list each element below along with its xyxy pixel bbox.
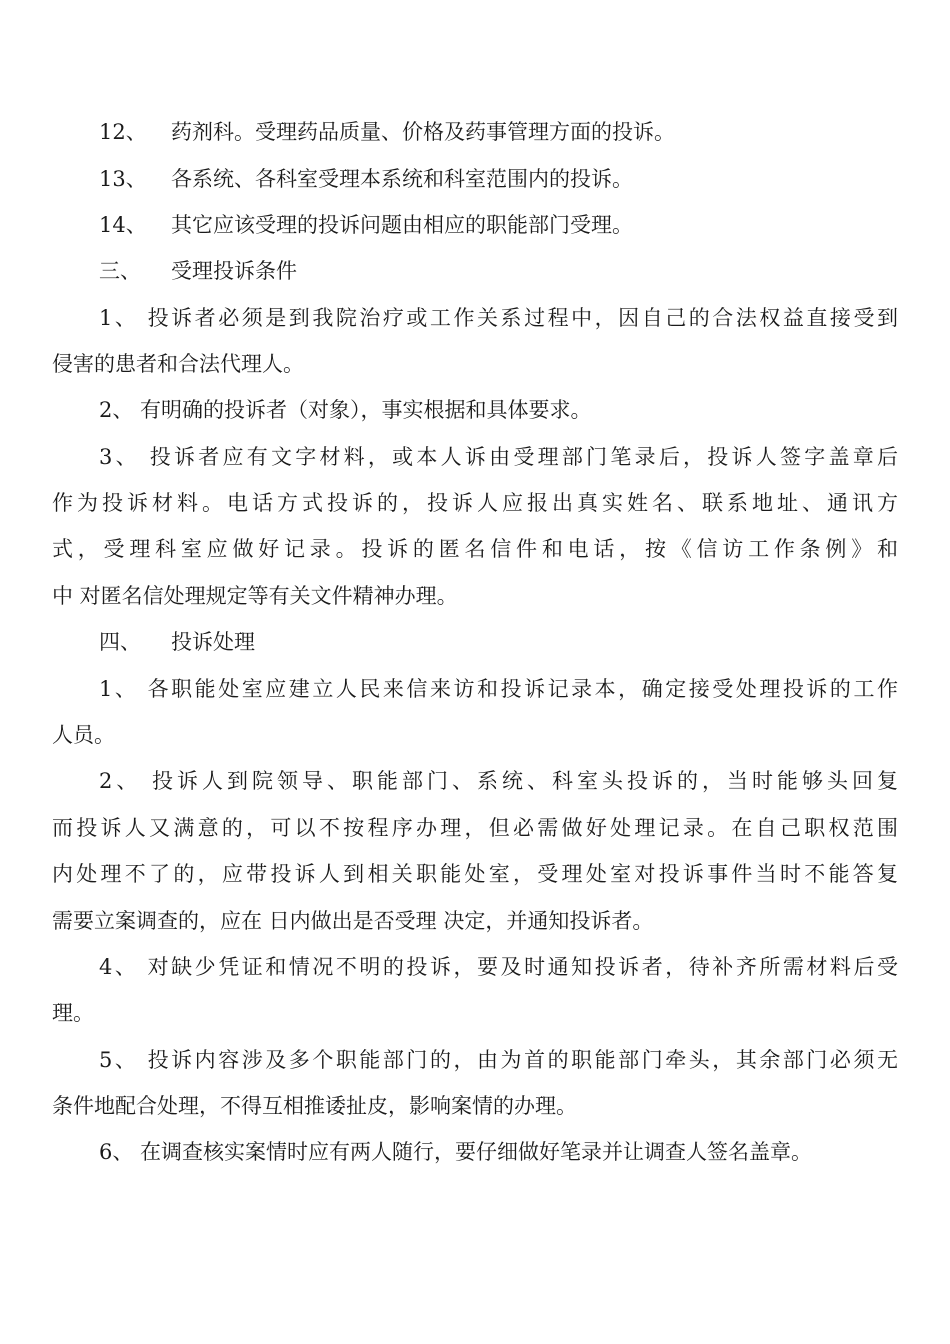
list-item-13 bbox=[99, 164, 633, 194]
item-text: 其它应该受理的投诉问题由相应的职能部门受理。 bbox=[171, 213, 633, 237]
paragraph-line: 3、 投诉者应有文字材料，或本人诉由受理部门笔录后，投诉人签字盖章后 bbox=[99, 445, 898, 469]
paragraph-line: 条件地配合处理，不得互相推诿扯皮，影响案情的办理。 bbox=[52, 1094, 577, 1118]
item-text: 药剂科。受理药品质量、价格及药事管理方面的投诉。 bbox=[171, 120, 675, 144]
item-number: 13、 bbox=[99, 167, 147, 191]
item-number: 12、 bbox=[99, 120, 147, 144]
paragraph-line: 需要立案调查的，应在 日内做出是否受理 决定，并通知投诉者。 bbox=[52, 909, 654, 933]
paragraph-line: 1、 各职能处室应建立人民来信来访和投诉记录本，确定接受处理投诉的工作 bbox=[99, 677, 898, 701]
paragraph-line: 1、 投诉者必须是到我院治疗或工作关系过程中，因自己的合法权益直接受到 bbox=[99, 306, 898, 330]
paragraph-line: 中 对匿名信处理规定等有关文件精神办理。 bbox=[52, 584, 458, 608]
paragraph-line: 内处理不了的，应带投诉人到相关职能处室，受理处室对投诉事件当时不能答复 bbox=[52, 862, 898, 886]
item-number: 14、 bbox=[99, 213, 147, 237]
item-text: 各系统、各科室受理本系统和科室范围内的投诉。 bbox=[171, 167, 633, 191]
section-number: 三、 bbox=[99, 259, 141, 283]
paragraph-line: 而投诉人又满意的，可以不按程序办理，但必需做好处理记录。在自己职权范围 bbox=[52, 816, 898, 840]
paragraph-line: 理。 bbox=[52, 1001, 94, 1025]
paragraph-line: 2、 投诉人到院领导、职能部门、系统、科室头投诉的，当时能够头回复 bbox=[99, 769, 898, 793]
paragraph-line: 2、 有明确的投诉者（对象），事实根据和具体要求。 bbox=[99, 398, 592, 422]
paragraph-line: 侵害的患者和合法代理人。 bbox=[52, 352, 304, 376]
list-item-14 bbox=[99, 210, 633, 240]
list-item-12 bbox=[99, 117, 675, 147]
section-heading-3 bbox=[99, 256, 297, 286]
paragraph-line: 式，受理科室应做好记录。投诉的匿名信件和电话，按《信访工作条例》和 bbox=[52, 537, 898, 561]
paragraph-line: 人员。 bbox=[52, 723, 115, 747]
section-number: 四、 bbox=[99, 630, 141, 654]
section-title: 投诉处理 bbox=[171, 630, 255, 654]
paragraph-line: 4、 对缺少凭证和情况不明的投诉，要及时通知投诉者，待补齐所需材料后受 bbox=[99, 955, 898, 979]
paragraph-line: 作为投诉材料。电话方式投诉的，投诉人应报出真实姓名、联系地址、通讯方 bbox=[52, 491, 898, 515]
paragraph-line: 6、 在调查核实案情时应有两人随行，要仔细做好笔录并让调查人签名盖章。 bbox=[99, 1140, 813, 1164]
section-title: 受理投诉条件 bbox=[171, 259, 297, 283]
section-heading-4 bbox=[99, 627, 255, 657]
paragraph-line: 5、 投诉内容涉及多个职能部门的，由为首的职能部门牵头，其余部门必须无 bbox=[99, 1048, 898, 1072]
